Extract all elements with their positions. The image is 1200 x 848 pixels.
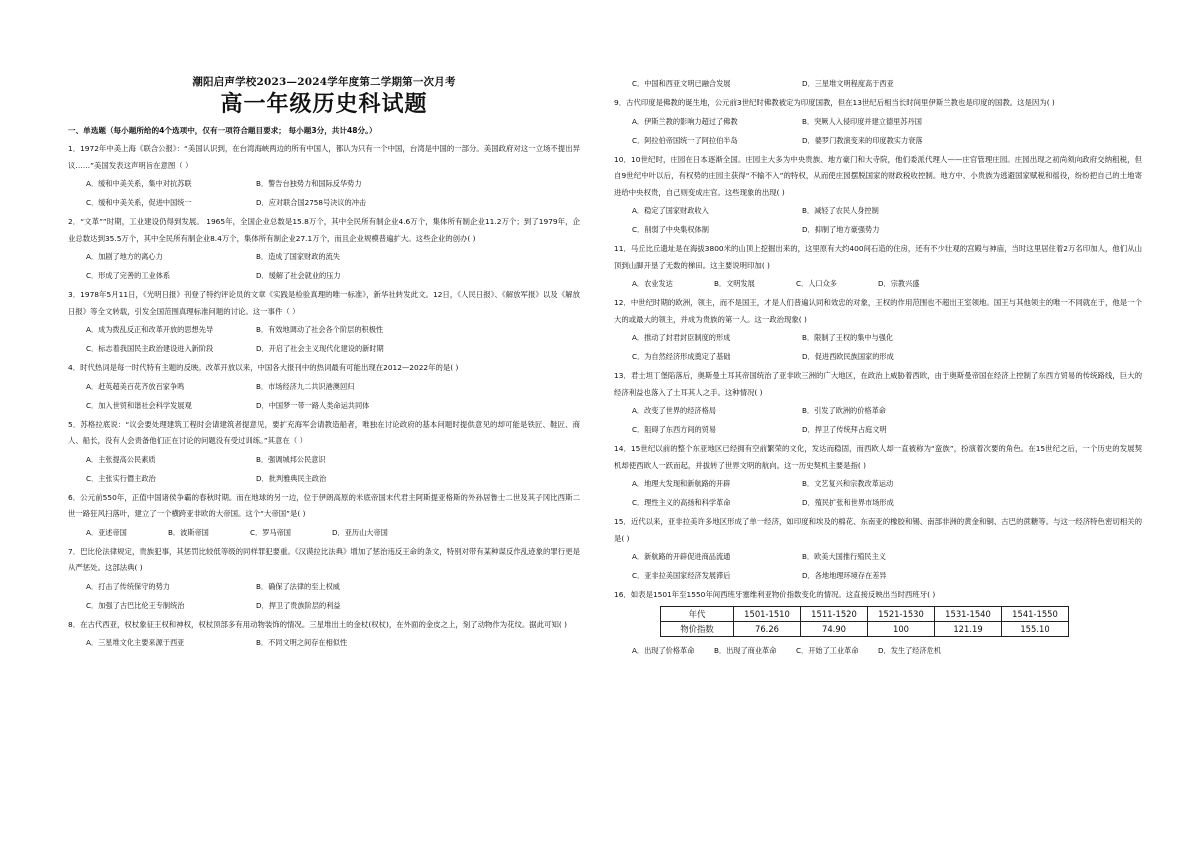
option-a: A．亚述帝国 xyxy=(86,527,127,537)
option-b: B．文艺复兴和宗教改革运动 xyxy=(802,479,894,488)
option-c: C．形成了完善的工业体系 xyxy=(86,271,171,280)
question xyxy=(68,287,580,358)
table-header-cell: 物价指数 xyxy=(661,621,734,636)
option-c: C．阿拉伯帝国统一了阿拉伯半岛 xyxy=(632,135,738,145)
option-b: B．引发了欧洲的价格革命 xyxy=(802,406,886,415)
option-list xyxy=(614,474,1142,512)
question xyxy=(614,514,1142,585)
option-list xyxy=(614,401,1142,439)
option-d: D．亚历山大帝国 xyxy=(332,527,388,537)
option-d: D．批判雅典民主政治 xyxy=(256,473,327,483)
option-list xyxy=(68,450,580,488)
option-a: A．出现了价格革命 xyxy=(632,645,695,655)
question-continued xyxy=(614,74,1142,93)
option-a: A．推动了封君封臣制度的形成 xyxy=(632,333,731,342)
option-c: C．标志着我国民主政治建设进入新阶段 xyxy=(86,344,214,353)
question-stem: 3．1978年5月11日，《光明日报》刊登了特约评论员的文章《实践是检验真理的唯一标准》，新华社转发此文。12日，《人民日报》、《解放军报》以及《解放日报》等全文转载，引发全国范围真理标准问题的讨论。这一事件（ ） xyxy=(68,290,580,316)
question-stem: 7．巴比伦法律规定，贵族犯事，其惩罚比较低等级的同样罪犯要重。《汉谟拉比法典》增加了惩治违反王命的条文，特别对带有某种谋反作乱迹象的罪行更是从严惩处。这部法典( ) xyxy=(68,546,580,572)
question-stem: 15．近代以来，亚非拉美许多地区形成了单一经济，如印度和埃及的棉花、东南亚的橡胶和锡、南部非洲的黄金和铜、古巴的蔗糖等。与这一经济特色密切相关的是( ) xyxy=(614,517,1142,543)
option-c: C．人口众多 xyxy=(796,279,837,288)
left-column xyxy=(68,74,580,652)
option-c: C．开始了工业革命 xyxy=(796,645,859,655)
option-b: B．欧美大国推行殖民主义 xyxy=(802,552,886,561)
table-cell: 155.10 xyxy=(1002,621,1069,636)
question xyxy=(68,360,580,415)
option-list xyxy=(614,547,1142,585)
option-c: C．加入世贸和谐社会科学发展观 xyxy=(86,400,192,410)
option-b: B．出现了商业革命 xyxy=(714,645,777,655)
question-stem: 1．1972年中美上海《联合公报》：“美国认识到，在台湾海峡两边的所有中国人，都认为只有一个中国，台湾是中国的一部分。美国政府对这一立场不提出异议……”美国发表这声明旨在意图（ ） xyxy=(68,144,580,170)
option-a: A．三星堆文化主要来源于西亚 xyxy=(86,638,185,647)
question xyxy=(68,490,580,542)
option-list xyxy=(614,328,1142,366)
option-b: B．文明发展 xyxy=(714,279,755,288)
option-c: C．缓和中美关系，促进中国统一 xyxy=(86,198,192,207)
option-b: B．波斯帝国 xyxy=(168,527,209,537)
option-a: A．主张提高公民素质 xyxy=(86,454,156,464)
option-list xyxy=(614,74,1142,93)
option-list xyxy=(68,174,580,212)
option-a: A．赶英超美百花齐放百家争鸣 xyxy=(86,381,185,391)
option-b: B．减轻了农民人身控制 xyxy=(802,206,879,215)
question xyxy=(614,152,1142,240)
option-b: B．限制了王权的集中与强化 xyxy=(802,333,894,342)
question xyxy=(614,241,1142,293)
option-list xyxy=(614,112,1142,150)
option-a: A．改变了世界的经济格局 xyxy=(632,406,716,415)
question-stem: 8．在古代西亚，权杖象征王权和神权，权杖顶部多有用动物装饰的情况。三星堆出土的金杖(权杖)，在外面的金皮之上，刻了动物作为花纹。据此可知( ) xyxy=(68,619,567,629)
option-b: B．突厥人入侵印度并建立德里苏丹国 xyxy=(802,116,922,126)
option-d: D．中国梦一带一路人类命运共同体 xyxy=(256,400,370,410)
table-cell: 121.19 xyxy=(935,621,1002,636)
option-c: C．罗马帝国 xyxy=(250,527,291,537)
option-list xyxy=(68,247,580,285)
section-heading: 一、单选题（每小题所给的4个选项中，仅有一项符合题目要求； 每小题3分，共计48分。） xyxy=(68,126,377,135)
question xyxy=(68,417,580,488)
option-d: D．宗教兴盛 xyxy=(878,279,920,288)
question-stem: 13．君士坦丁堡陷落后，奥斯曼土耳其帝国统治了亚非欧三洲的广大地区，在政治上威胁着西欧，由于奥斯曼帝国在经济上控制了东西方贸易的传统路线，巨大的经济利益也落入了土耳其人之手。这种情况( ) xyxy=(614,371,1142,397)
option-list xyxy=(68,633,580,652)
option-d: D．开启了社会主义现代化建设的新时期 xyxy=(256,344,384,353)
question xyxy=(68,617,580,653)
question-stem: 12．中世纪时期的欧洲，领主，而不是国王，才是人们普遍认同和效忠的对象，王权的作用范围也不超出王室领地。国王与其他领主的唯一不同就在于，他是一个大的或最大的领主，并成为贵族的第一人。这一政治现象( ) xyxy=(614,298,1142,324)
option-c: C．削弱了中央集权体制 xyxy=(632,225,709,234)
option-d: D．应对联合国2758号决议的冲击 xyxy=(256,198,367,207)
option-b: B．警告台独势力和国际反华势力 xyxy=(256,179,362,188)
question-stem: 9．古代印度是佛教的诞生地，公元前3世纪时佛教被定为印度国教，但在13世纪后相当长时间里伊斯兰教也是印度的国教。这是因为( ) xyxy=(614,98,1055,107)
option-b: B．确保了法律的至上权威 xyxy=(256,581,340,591)
exam-header xyxy=(68,74,580,118)
question xyxy=(614,587,1142,660)
question-stem: 14．15世纪以前的整个东亚地区已经拥有空前繁荣的文化，发达而稳固，而西欧人却一直被称为“蛮族”，扮演着次要的角色。在15世纪之后，一个历史的发展契机却使西欧人一跃而起，并拔转了世界文明的航向。这一历史契机主要是指( ) xyxy=(614,444,1142,470)
table-cell: 1501-1510 xyxy=(734,606,801,621)
option-c: C．中国和西亚文明已融合发展 xyxy=(632,79,731,88)
option-a: A．农业发达 xyxy=(632,279,673,288)
table-cell: 1541-1550 xyxy=(1002,606,1069,621)
option-a: A．成为拨乱反正和改革开放的思想先导 xyxy=(86,325,214,334)
question xyxy=(614,368,1142,439)
table-cell: 100 xyxy=(868,621,935,636)
option-a: A．加剧了地方的离心力 xyxy=(86,252,163,261)
option-a: A．稳定了国家财政收入 xyxy=(632,206,709,215)
option-c: C．加强了古巴比伦王专制统治 xyxy=(86,600,185,610)
option-d: D．各地地理环境存在差异 xyxy=(802,571,887,580)
question xyxy=(68,214,580,285)
option-d: D．三星堆文明程度高于西亚 xyxy=(802,79,894,88)
option-a: A．地理大发现和新航路的开辟 xyxy=(632,479,731,488)
table-row xyxy=(661,621,1069,636)
option-list xyxy=(614,274,1142,293)
option-list xyxy=(68,577,580,615)
option-list xyxy=(68,523,580,542)
question-stem: 6．公元前550年，正值中国诸侯争霸的春秋时期。而在地球的另一边，位于伊朗高原的米底帝国末代君主阿斯提亚格斯的外孙居鲁士二世及其子冈比西斯二世一路狂风扫落叶，建立了一个横跨亚非欧的大帝国。这个“大帝国”是( ) xyxy=(68,492,580,518)
table-cell: 1521-1530 xyxy=(868,606,935,621)
table-cell: 1531-1540 xyxy=(935,606,1002,621)
table-cell: 76.26 xyxy=(734,621,801,636)
table-cell: 1511-1520 xyxy=(801,606,868,621)
option-d: D．抑制了地方豪强势力 xyxy=(802,225,880,234)
option-d: D．捍卫了传统拜占庭文明 xyxy=(802,425,887,434)
option-list xyxy=(68,320,580,358)
option-c: C．阻碍了东西方间的贸易 xyxy=(632,425,717,434)
option-c: C．理性主义的高扬和科学革命 xyxy=(632,498,731,507)
table-cell: 74.90 xyxy=(801,621,868,636)
option-d: D．发生了经济危机 xyxy=(878,645,942,655)
price-index-table xyxy=(660,606,1069,637)
option-a: A．新航路的开辟促进商品流通 xyxy=(632,552,731,561)
option-d: D．婆罗门教演变来的印度教实力衰落 xyxy=(802,135,923,145)
option-a: A．打击了传统保守的势力 xyxy=(86,581,170,591)
option-d: D．缓解了社会就业的压力 xyxy=(256,271,341,280)
option-list xyxy=(614,201,1142,239)
exam-title: 高一年级历史科试题 xyxy=(220,91,428,117)
option-d: D．殖民扩张和世界市场形成 xyxy=(802,498,894,507)
question-stem: 4．时代热词是每一时代特有主题的反映。改革开放以来，中国各大报刊中的热词最有可能出现在2012—2022年的是( ) xyxy=(68,363,459,372)
question xyxy=(614,95,1142,150)
table-row xyxy=(661,606,1069,621)
option-c: C．为自然经济形成奠定了基础 xyxy=(632,352,731,361)
question-stem: 11．马丘比丘遗址是在海拔3800米的山顶上挖掘出来的，这里原有大约400间石造的住房，还有不少壮观的宫殿与神庙，当时这里居住着2万名印加人，他们从山顶到山脚开垦了无数的梯田。这主要说明印加( ) xyxy=(614,244,1142,270)
table-header-cell: 年代 xyxy=(661,606,734,621)
option-c: C．亚非拉美国家经济发展滞后 xyxy=(632,571,731,580)
option-b: B．市场经济九二共识港澳回归 xyxy=(256,381,355,391)
option-list xyxy=(68,377,580,415)
option-d: D．捍卫了贵族阶层的利益 xyxy=(256,600,341,610)
option-b: B．有效地调动了社会各个阶层的积极性 xyxy=(256,325,384,334)
question xyxy=(614,295,1142,366)
option-list xyxy=(614,641,1142,660)
option-b: B．强调城邦公民意识 xyxy=(256,454,326,464)
question-stem: 16．如表是1501年至1550年间西班牙塞维利亚物价指数变化的情况。这直接反映出当时西班牙( ) xyxy=(614,590,936,599)
option-b: B．造成了国家财政的流失 xyxy=(256,252,340,261)
option-c: C．主张实行僭主政治 xyxy=(86,473,156,483)
option-a: A．伊斯兰教的影响力超过了佛教 xyxy=(632,116,738,126)
school-title: 潮阳启声学校2023—2024学年度第二学期第一次月考 xyxy=(192,76,456,88)
option-b: B．不同文明之间存在相似性 xyxy=(256,638,348,647)
question-stem: 2．“文革””时期，工业建设仍得到发展。 1965年，全国企业总数是15.8万个，其中全民所有制企业4.6万个，集体所有制企业11.2万个；到了1979年，企业总数达到35.5万个，其中全民所有制企业8.4万个，集体所有制企业27.1万个，而且企业规模普遍扩大。这些企业的创办( ) xyxy=(68,217,580,243)
option-d: D．促进西欧民族国家的形成 xyxy=(802,352,894,361)
question-stem: 10．10世纪时，庄园在日本逐渐全国。庄园主大多为中央贵族、地方豪门和大寺院，他们委派代理人——庄官管理庄园。庄园出现之初尚须向政府交纳租税，但自9世纪中叶以后，有权势的庄园主获得“不输不入”的特权，从而使庄园摆脱国家的财政税收控制。地方中、小贵族为逃避国家赋税和徭役，纷纷把自己的土地寄进给中央权贵，自己则变成庄官。这些现象的出现( ) xyxy=(614,154,1142,197)
question xyxy=(68,141,580,212)
right-column xyxy=(614,74,1142,660)
option-a: A．缓和中美关系，集中对抗苏联 xyxy=(86,179,192,188)
question xyxy=(68,544,580,615)
question-stem: 5．苏格拉底说：“议会要处理建筑工程时会请建筑者提意见，要扩充海军会请教造船者，唯独在讨论政府的基本问题时提供意见的却可能是铁匠、鞋匠、商人、船长，没有人会责备他们正在讨论的问题没有受过训练。”其意在（ ） xyxy=(68,419,580,445)
question xyxy=(614,441,1142,512)
